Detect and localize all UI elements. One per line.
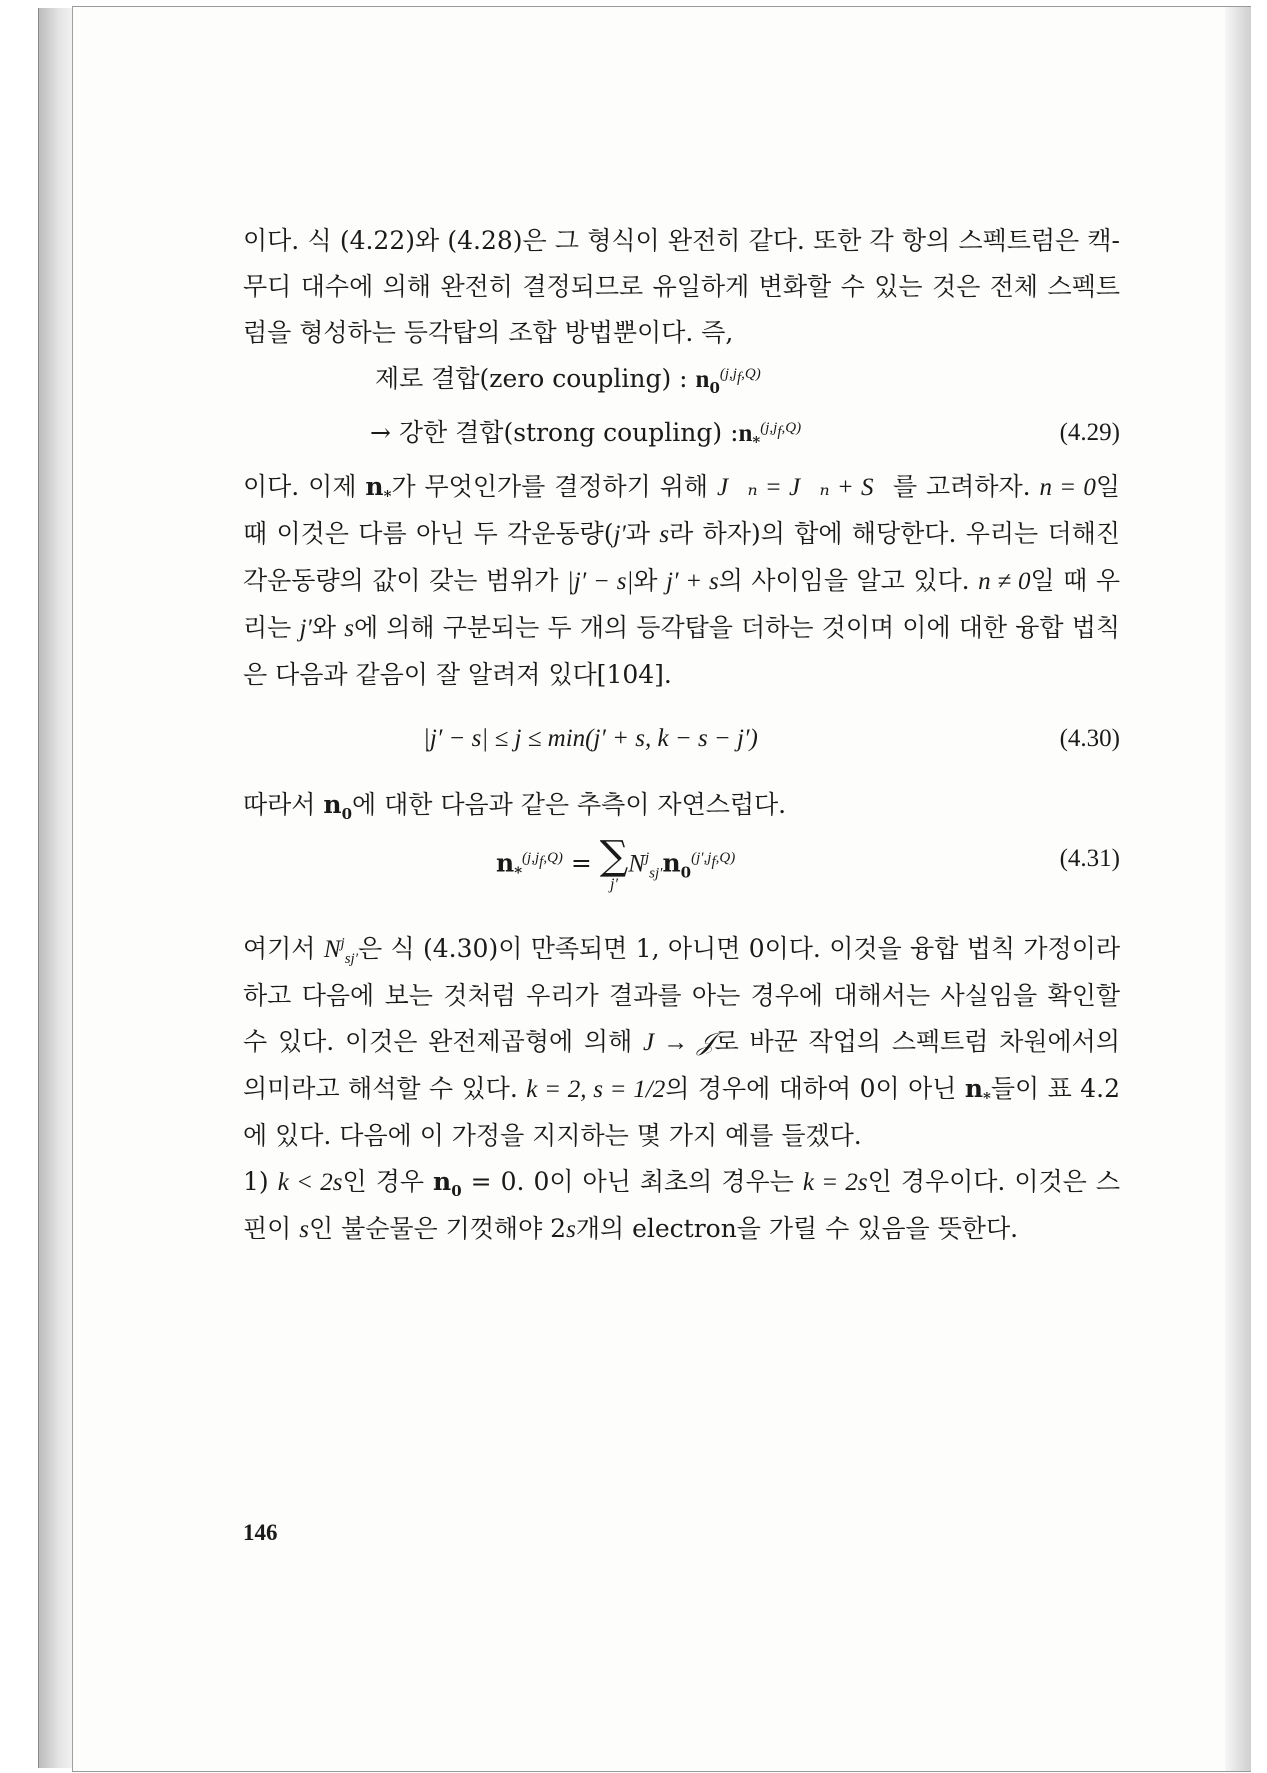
- paragraph-4: 여기서 $N^j_{sj'}$은 식 (4.30)이 만족되면 1, 아니면 0이다. 이것을 융합 법칙 가정이라 하고 다음에 보는 것처럼 우리가 결과를 아는 경우에 대해서는 사실임을 확인할 수 있다. 이것은 완전제곱형에 의해 J → 𝒥로 바꾼 작업의 스펙트럼 차원에서의 의미라고 해석할 수 있다. k = 2, s = 1/2의 경우에 대하여 0이 아닌 $n_*$들이 표 4.2에 있다. 다음에 이 가정을 지지하는 몇 가지 예를 들겠다.: [243, 934, 1121, 1150]
- equation-4-30: |j′ − s| ≤ j ≤ min(j′ + s, k − s − j′) (4.30): [243, 716, 1120, 782]
- equation-4-31: $n_*^{(j,j_f,Q)}$ = ∑ j′ $N^j_{sj'}n_0^{(j',j_f,Q)}$ (4.31): [496, 833, 1120, 893]
- page-edge-shadow: [1225, 7, 1251, 1771]
- book-spine: [38, 8, 75, 1768]
- page-number: 146: [243, 1520, 278, 1545]
- paragraph-5: 1) k < 2s인 경우 $n_0 = 0$. 0이 아닌 최초의 경우는 k = 2s인 경우이다. 이것은 스핀이 s인 불순물은 기껏해야 2s개의 electron을 가릴 수 있음을 뜻한다.: [243, 1167, 1121, 1243]
- equation-number: (4.31): [1059, 845, 1120, 872]
- equation-number: (4.30): [1059, 725, 1120, 752]
- paragraph-3: 따라서 $n_0$에 대한 다음과 같은 추측이 자연스럽다.: [243, 790, 787, 823]
- page-body: [243, 218, 1120, 1253]
- summation-symbol: ∑ j′: [599, 833, 629, 893]
- paragraph-1: 이다. 식 (4.22)와 (4.28)은 그 형식이 완전히 같다. 또한 각 항의 스펙트럼은 캑-무디 대수에 의해 완전히 결정되므로 유일하게 변화할 수 있는 것은 전체 스펙트럼을 형성하는 등각탑의 조합 방법뿐이다. 즉,: [243, 226, 1120, 347]
- equation-4-29: → 강한 결합(strong coupling) $:n_*^{(j,j_f,Q)}$ (4.29): [243, 410, 1120, 464]
- equation-number: (4.29): [1059, 419, 1120, 446]
- paragraph-2: 이다. 이제 $n_*$가 무엇인가를 결정하기 위해 J⃗ₙ = J⃗ₙ + S⃗를 고려하자. n = 0일 때 이것은 다름 아닌 두 각운동량(j′과 s라 하자)의 합에 해당한다. 우리는 더해진 각운동량의 값이 갖는 범위가 |j′ − s|와 j′ + s의 사이임을 알고 있다. n ≠ 0일 때 우리는 j′와 s에 의해 구분되는 두 개의 등각탑을 더하는 것이며 이에 대한 융합 법칙은 다음과 같음이 잘 알려져 있다[104].: [243, 472, 1120, 689]
- equation-zero-coupling: 제로 결합(zero coupling) : $n_0^{(j,j_f,Q)}$: [375, 364, 761, 397]
